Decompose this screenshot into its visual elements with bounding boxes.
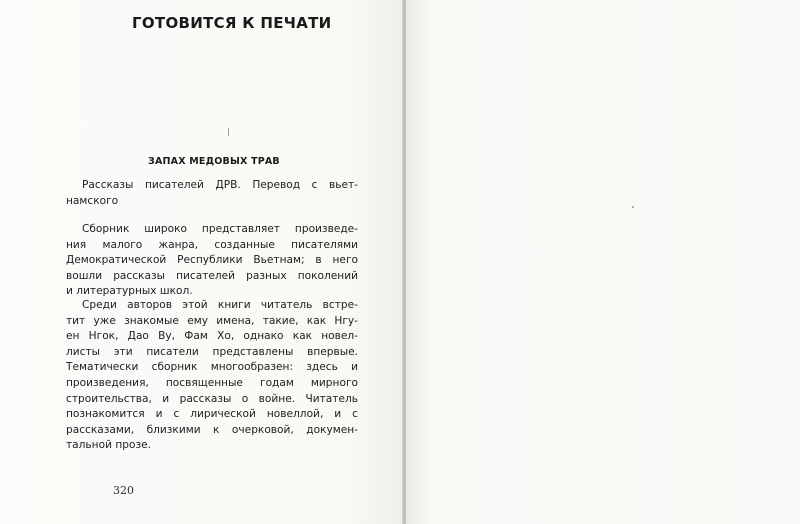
description-paragraph-1	[66, 222, 358, 300]
paragraph-line: Демократической Республики Вьетнам; в него	[66, 254, 358, 267]
paragraph-line: вошли рассказы писателей разных поколений	[66, 269, 358, 282]
paragraph-line: рассказами, близкими к очерковой, докумен-	[66, 423, 358, 436]
book-title: ЗАПАХ МЕДОВЫХ ТРАВ	[148, 156, 280, 167]
paragraph-line: ния малого жанра, созданные писателями	[66, 238, 358, 251]
paragraph-line: познакомится и с лирической новеллой, и с	[66, 408, 358, 421]
book-subtitle	[66, 178, 358, 209]
subtitle-line: Рассказы писателей ДРВ. Перевод с вьет-	[82, 179, 358, 191]
paper-speck	[228, 128, 229, 136]
paragraph-line: и литературных школ.	[66, 285, 193, 298]
paper-speck	[632, 206, 634, 208]
description-paragraph-2	[66, 298, 358, 454]
subtitle-line: намского	[66, 194, 119, 207]
paragraph-line: произведения, посвященные годам мирного	[66, 376, 358, 389]
paragraph-line: строительства, и рассказы о войне. Читатель	[66, 392, 358, 405]
paragraph-line: Среди авторов этой книги читатель встре-	[82, 299, 358, 311]
paragraph-line: тит уже знакомые ему имена, такие, как Нгу-	[66, 314, 358, 327]
page-number: 320	[113, 484, 134, 497]
paragraph-line: тальной прозе.	[66, 439, 151, 452]
paragraph-line: Сборник широко представляет произведе-	[82, 223, 358, 235]
paragraph-line: ен Нгок, Дао Ву, Фам Хо, однако как новел-	[66, 330, 358, 343]
section-header: ГОТОВИТСЯ К ПЕЧАТИ	[132, 14, 332, 32]
paragraph-line: листы эти писатели представлены впервые.	[66, 345, 358, 358]
paragraph-line: Тематически сборник многообразен: здесь и	[66, 361, 358, 374]
right-page-blank	[406, 0, 800, 524]
